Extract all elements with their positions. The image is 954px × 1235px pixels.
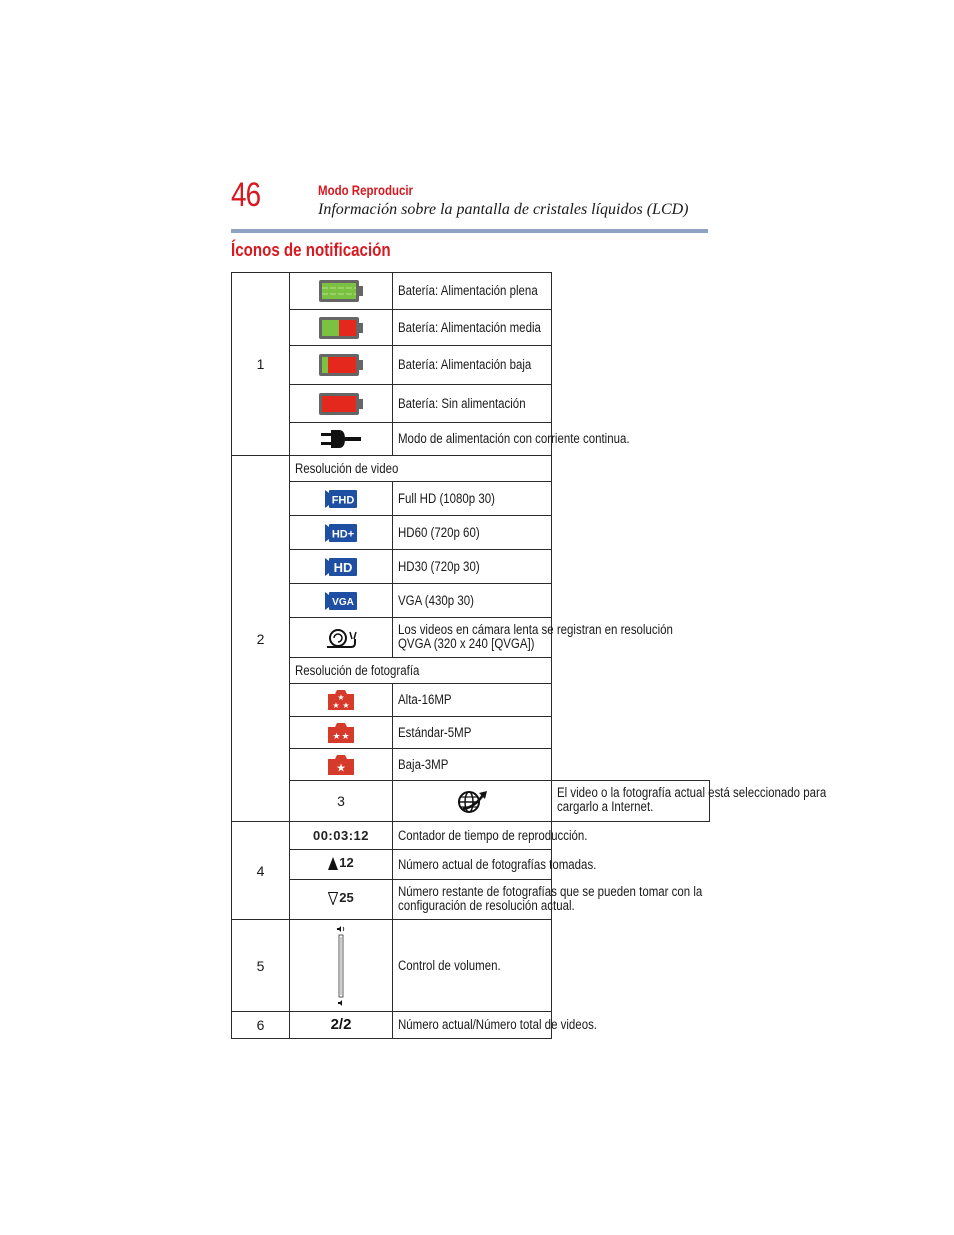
icon-cell xyxy=(290,850,393,880)
hd-plus-icon xyxy=(325,524,357,542)
battery-medium-icon xyxy=(319,317,363,339)
table-row xyxy=(232,456,710,482)
icon-cell xyxy=(290,920,393,1012)
table-row xyxy=(232,550,710,584)
table-row xyxy=(232,516,710,550)
table-row xyxy=(232,273,710,310)
section-title: Íconos de notificación xyxy=(231,240,391,260)
svg-text:★: ★ xyxy=(342,701,350,710)
icon-cell xyxy=(290,482,393,516)
row-description: El video o la fotografía actual está seleccionado para cargarlo a Internet. xyxy=(556,785,826,814)
group-number: 5 xyxy=(232,920,290,1012)
icon-cell xyxy=(290,684,393,717)
row-description: Alta-16MP xyxy=(398,692,452,707)
group-number: 1 xyxy=(232,273,290,456)
table-row xyxy=(232,482,710,516)
table-row xyxy=(232,584,710,618)
photo-low-icon xyxy=(328,755,354,775)
table-row xyxy=(232,880,710,920)
table-row xyxy=(232,684,710,717)
video-badge-label: HD xyxy=(333,559,353,575)
icon-cell xyxy=(290,584,393,618)
triangle-down-icon xyxy=(328,892,338,905)
group-number: 6 xyxy=(232,1012,290,1039)
table-row xyxy=(232,920,710,1012)
photo-standard-icon xyxy=(328,723,354,743)
row-description: Full HD (1080p 30) xyxy=(398,490,495,506)
svg-text:★: ★ xyxy=(341,730,350,741)
row-description: Contador de tiempo de reproducción. xyxy=(398,827,588,843)
row-description: Estándar-5MP xyxy=(398,724,472,740)
row-description: HD60 (720p 60) xyxy=(398,524,480,540)
table-row xyxy=(232,822,710,850)
icon-cell xyxy=(290,1012,393,1039)
icon-cell xyxy=(290,618,393,658)
header-subtitle: Información sobre la pantalla de cristales líquidos (LCD) xyxy=(318,201,689,218)
video-index-readout: 2/2 xyxy=(330,1016,352,1033)
icon-cell xyxy=(290,346,393,385)
icon-cell xyxy=(290,423,393,456)
video-badge-label: HD+ xyxy=(331,528,355,540)
volume-slider-icon xyxy=(335,926,347,1006)
table-row xyxy=(232,310,710,346)
playback-timer-readout: 00:03:12 xyxy=(312,827,370,843)
video-badge-label: FHD xyxy=(331,494,355,506)
svg-text:★: ★ xyxy=(332,730,341,741)
icon-cell xyxy=(290,310,393,346)
header-section-title: Modo Reproducir xyxy=(318,182,414,198)
fhd-icon xyxy=(325,490,357,508)
table-row xyxy=(232,346,710,385)
battery-full-icon xyxy=(319,280,363,302)
row-description: Batería: Alimentación media xyxy=(398,319,541,335)
globe-upload-icon xyxy=(455,789,489,813)
table-row xyxy=(232,658,710,684)
svg-text:★: ★ xyxy=(332,701,340,710)
icon-cell xyxy=(290,385,393,423)
icon-cell xyxy=(290,880,393,920)
table-row xyxy=(232,749,710,781)
vga-icon xyxy=(325,592,357,610)
battery-empty-icon xyxy=(319,393,363,415)
video-badge-label: VGA xyxy=(332,596,354,608)
svg-text:★: ★ xyxy=(337,693,345,702)
group-number: 3 xyxy=(290,781,393,822)
row-description: Número actual/Número total de videos. xyxy=(398,1017,598,1032)
row-description: Número restante de fotografías que se pueden tomar con la configuración de resolución actual. xyxy=(398,883,703,913)
group-number: 4 xyxy=(232,822,290,920)
row-description: Batería: Sin alimentación xyxy=(398,395,526,411)
battery-low-icon xyxy=(319,354,363,376)
page-number: 46 xyxy=(231,176,261,214)
table-row xyxy=(232,618,710,658)
svg-text:★: ★ xyxy=(336,762,346,774)
row-description: Baja-3MP xyxy=(398,756,449,772)
table-row xyxy=(232,1012,710,1039)
notification-icons-table xyxy=(231,272,826,1039)
photo-high-icon xyxy=(328,690,354,710)
group-number: 2 xyxy=(232,456,290,822)
photos-remaining-count: 25 xyxy=(339,889,354,905)
snail-icon xyxy=(325,627,357,649)
triangle-up-icon xyxy=(328,857,338,870)
table-row xyxy=(232,781,710,822)
row-description: Número actual de fotografías tomadas. xyxy=(398,856,597,872)
row-description: VGA (430p 30) xyxy=(398,592,474,608)
icon-cell xyxy=(290,516,393,550)
table-row xyxy=(232,850,710,880)
table-row xyxy=(232,423,710,456)
table-row xyxy=(232,717,710,749)
row-description: Modo de alimentación con corriente continua. xyxy=(398,431,630,446)
dc-plug-icon xyxy=(319,429,363,449)
icon-cell xyxy=(290,822,393,850)
row-description: Batería: Alimentación baja xyxy=(398,357,532,372)
icon-cell xyxy=(290,550,393,584)
header-rule xyxy=(231,229,708,233)
hd-icon xyxy=(325,558,357,576)
table-row xyxy=(232,385,710,423)
icon-cell xyxy=(290,273,393,310)
photo-resolution-heading: Resolución de fotografía xyxy=(295,662,420,678)
row-description: Batería: Alimentación plena xyxy=(398,283,538,298)
video-resolution-heading: Resolución de video xyxy=(295,460,399,476)
row-description: HD30 (720p 30) xyxy=(398,558,480,574)
row-description: Los videos en cámara lenta se registran en resolución QVGA (320 x 240 [QVGA]) xyxy=(398,621,673,651)
icon-cell xyxy=(393,781,552,822)
row-description: Control de volumen. xyxy=(398,957,501,973)
icon-cell xyxy=(290,717,393,749)
photos-taken-count: 12 xyxy=(339,854,354,870)
icon-cell xyxy=(290,749,393,781)
